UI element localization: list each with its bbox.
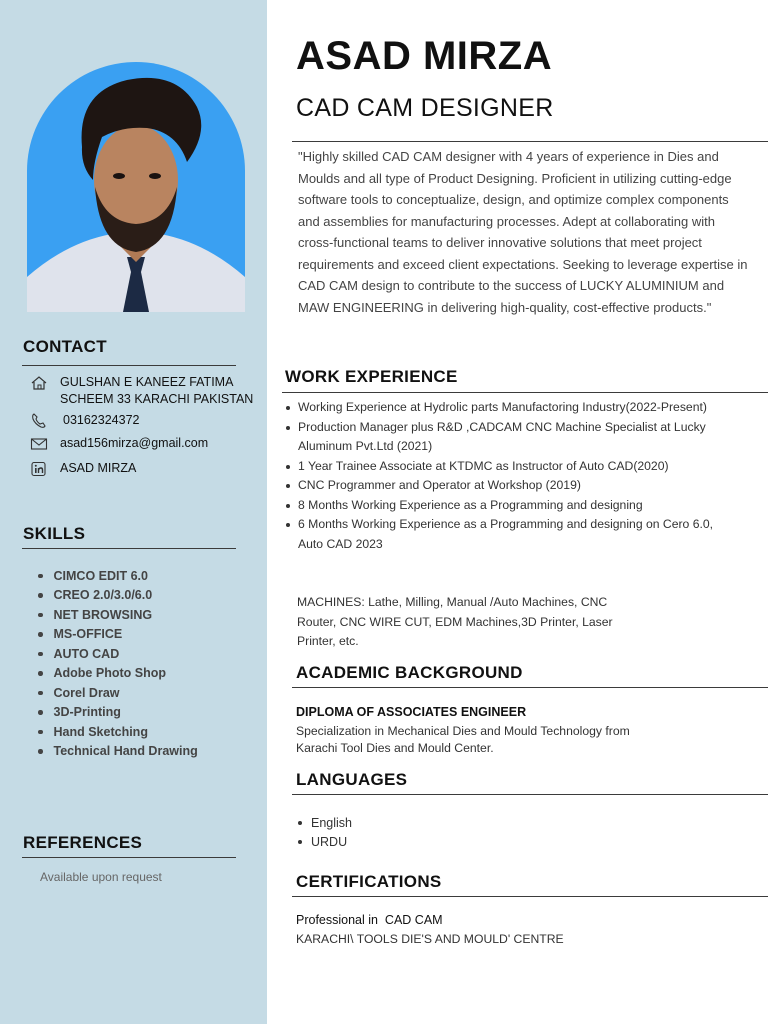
languages-heading: LANGUAGES — [296, 770, 408, 789]
list-item: Production Manager plus R&D ,CADCAM CNC Machine Specialist at Lucky Aluminum Pvt.Ltd (2021) — [286, 418, 716, 457]
list-item: CREO 2.0/3.0/6.0 — [38, 586, 198, 606]
degree-description: Specialization in Mechanical Dies and Mould Technology from Karachi Tool Dies and Mould Center. — [296, 724, 630, 755]
certification-issuer: KARACHI\ TOOLS DIE'S AND MOULD' CENTRE — [296, 932, 564, 946]
list-item: MS-OFFICE — [38, 625, 198, 645]
mail-icon — [30, 436, 48, 452]
profile-summary: "Highly skilled CAD CAM designer with 4 years of experience in Dies and Moulds and all type of Product Designing. Proficient in utilizing cutting-edge software tools to conceptualize, design, and optimize complex components and assemblies for manufacturing processes. Adept at collaborating with cross-functional teams to deliver innovative solutions that meet project requirements and exceed client expectations. Seeking to leverage expertise in CAD CAM design to contribute to the success of LUCKY ALUMINIUM and MAW ENGINEERING in delivering high-quality, cost-effective products." — [298, 149, 748, 315]
skills-list — [38, 566, 198, 761]
academic-divider — [292, 687, 768, 688]
list-item: Working Experience at Hydrolic parts Manufactoring Industry(2022-Present) — [286, 398, 716, 418]
list-item: CNC Programmer and Operator at Workshop (2019) — [286, 476, 716, 496]
skills-heading: SKILLS — [23, 524, 86, 543]
home-icon — [30, 374, 48, 390]
academic-heading: ACADEMIC BACKGROUND — [296, 663, 523, 682]
address-line-2: SCHEEM 33 KARACHI PAKISTAN — [60, 392, 254, 406]
languages-divider — [292, 794, 768, 795]
phone-icon — [30, 413, 48, 429]
work-divider — [282, 392, 768, 393]
list-item: Technical Hand Drawing — [38, 742, 198, 762]
list-item: CIMCO EDIT 6.0 — [38, 566, 198, 586]
list-item: AUTO CAD — [38, 644, 198, 664]
email-address: asad156mirza@gmail.com — [60, 436, 209, 450]
list-item: 1 Year Trainee Associate at KTDMC as Instructor of Auto CAD(2020) — [286, 457, 716, 477]
list-item: Hand Sketching — [38, 722, 198, 742]
linkedin-name: ASAD MIRZA — [60, 461, 137, 475]
work-heading: WORK EXPERIENCE — [285, 367, 458, 386]
contact-divider — [22, 365, 236, 366]
phone-number: 03162324372 — [63, 413, 140, 427]
degree-title: DIPLOMA OF ASSOCIATES ENGINEER — [296, 705, 527, 719]
contact-address — [30, 374, 253, 408]
certification-name: Professional in CAD CAM — [296, 913, 443, 927]
references-heading: REFERENCES — [23, 833, 143, 852]
header-divider — [292, 141, 768, 142]
list-item: URDU — [298, 833, 352, 853]
linkedin-icon — [30, 461, 48, 477]
contact-email[interactable] — [30, 436, 208, 452]
machines-text: MACHINES: Lathe, Milling, Manual /Auto Machines, CNC Router, CNC WIRE CUT, EDM Machines,3D Printer, Laser Printer, etc. — [297, 595, 613, 648]
list-item: Adobe Photo Shop — [38, 664, 198, 684]
work-list — [286, 398, 716, 554]
list-item: English — [298, 813, 352, 833]
profile-photo — [27, 62, 245, 312]
page-title: ASAD MIRZA — [296, 34, 553, 78]
skills-divider — [22, 548, 236, 549]
contact-phone[interactable] — [30, 413, 139, 429]
address-line-1: GULSHAN E KANEEZ FATIMA — [60, 375, 234, 389]
languages-list — [298, 813, 352, 852]
list-item: 3D-Printing — [38, 703, 198, 723]
contact-heading: CONTACT — [23, 337, 107, 356]
list-item: 6 Months Working Experience as a Programming and designing on Cero 6.0, Auto CAD 2023 — [286, 515, 716, 554]
list-item: NET BROWSING — [38, 605, 198, 625]
list-item: Corel Draw — [38, 683, 198, 703]
references-divider — [22, 857, 236, 858]
contact-linkedin[interactable] — [30, 461, 136, 477]
list-item: 8 Months Working Experience as a Programming and designing — [286, 496, 716, 516]
job-title: CAD CAM DESIGNER — [296, 94, 554, 122]
certifications-divider — [292, 896, 768, 897]
references-text: Available upon request — [40, 870, 162, 884]
certifications-heading: CERTIFICATIONS — [296, 872, 442, 891]
